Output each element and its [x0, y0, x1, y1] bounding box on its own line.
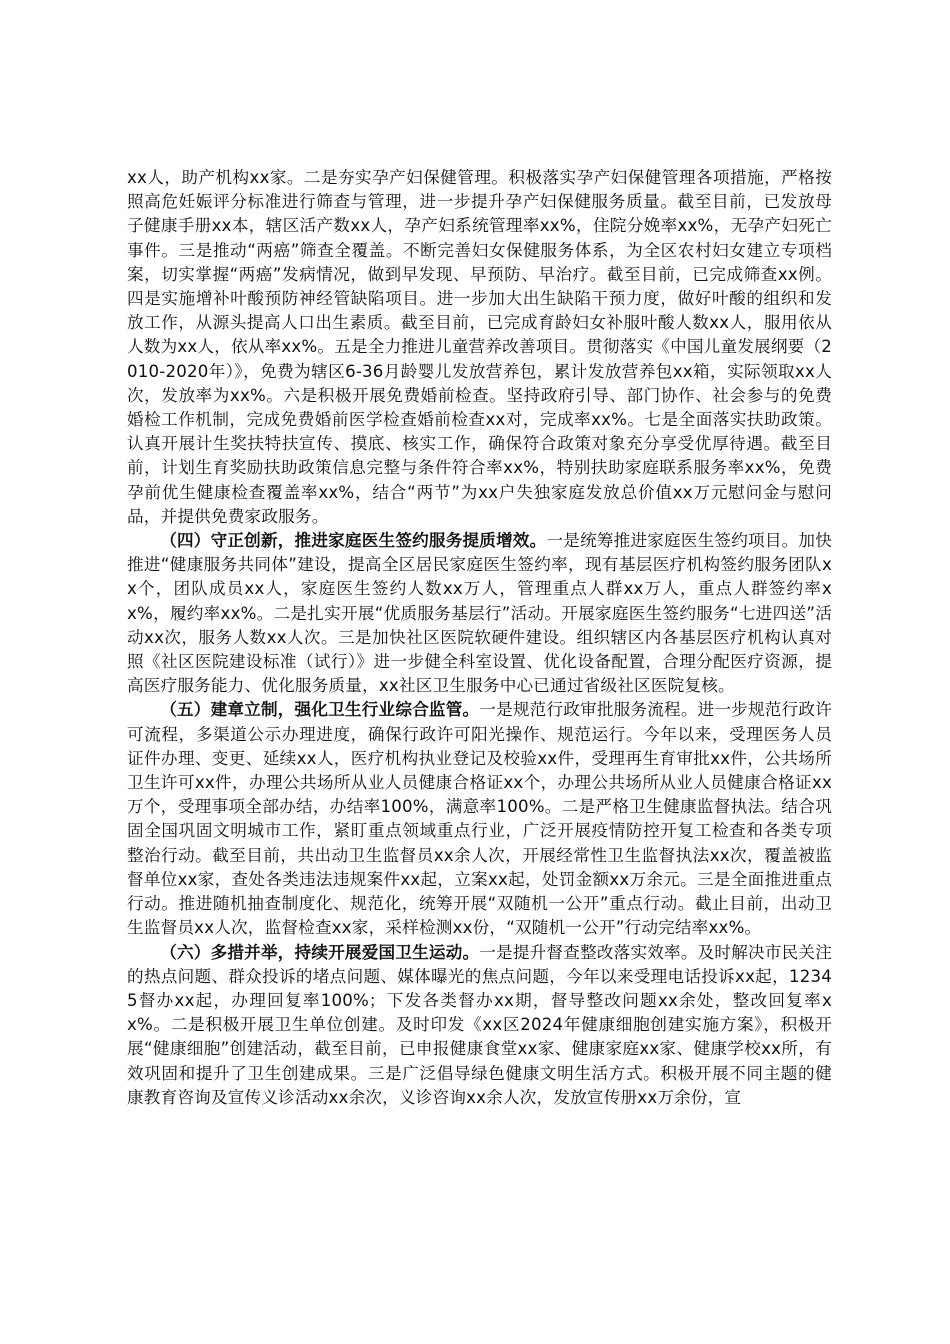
- paragraph-text: 一是规范行政审批服务流程。进一步规范行政许可流程，多渠道公示办理进度，确保行政许可阳光操作、规范运行。今年以来，受理医务人员证件办理、变更、延续xx人，医疗机构执业登记及校验xx件，受理再生育审批xx件，公共场所卫生许可xx件，办理公共场所从业人员健康合格证xx个，办理公共场所从业人员健康合格证xx万个，受理事项全部办结，办结率100%，满意率100%。二是严格卫生健康监督执法。结合巩固全国巩固文明城市工作，紧盯重点领域重点行业，广泛开展疫情防控开复工检查和各类专项整治行动。截至目前，共出动卫生监督员xx余人次，开展经常性卫生监督执法xx次，覆盖被监督单位xx家，查处各类违法违规案件xx起，立案xx起，处罚金额xx万余元。三是全面推进重点行动。推进随机抽查制度化、规范化，统筹开展“双随机一公开”重点行动。截止目前，出动卫生监督员xx人次，监督检查xx家，采样检测xx份，“双随机一公开”行动完结率xx%。: [127, 700, 832, 938]
- paragraph-maternal-health: [127, 166, 832, 529]
- section-heading: （六）多措并举，持续开展爱国卫生运动。: [160, 942, 480, 962]
- paragraph-text: 一是提升督查整改落实效率。及时解决市民关注的热点问题、群众投诉的堵点问题、媒体曝光的焦点问题，今年以来受理电话投诉xx起，12345督办xx起，办理回复率100%；下发各类督办xx期，督导整改问题xx余处，整改回复率xx%。二是积极开展卫生单位创建。及时印发《xx区2024年健康细胞创建实施方案》，积极开展“健康细胞”创建活动，截至目前，已申报健康食堂xx家、健康家庭xx家、健康学校xx所，有效巩固和提升了卫生创建成果。三是广泛倡导绿色健康文明生活方式。积极开展不同主题的健康教育咨询及宣传义诊活动xx余次，义诊咨询xx余人次，发放宣传册xx万余份，宣: [127, 942, 832, 1107]
- paragraph-family-doctor: [127, 529, 832, 698]
- section-heading: （五）建章立制，强化卫生行业综合监管。: [160, 700, 480, 720]
- paragraph-patriotic-health: [127, 941, 832, 1110]
- section-heading: （四）守正创新，推进家庭医生签约服务提质增效。: [160, 531, 547, 551]
- paragraph-text: xx人，助产机构xx家。二是夯实孕产妇保健管理。积极落实孕产妇保健管理各项措施，严格按照高危妊娠评分标准进行筛查与管理，进一步提升孕产妇保健服务质量。截至目前，已发放母子健康手册xx本，辖区活产数xx人，孕产妇系统管理率xx%，住院分娩率xx%，无孕产妇死亡事件。三是推动“两癌”筛查全覆盖。不断完善妇女保健服务体系，为全区农村妇女建立专项档案，切实掌握“两癌”发病情况，做到早发现、早预防、早治疗。截至目前，已完成筛查xx例。四是实施增补叶酸预防神经管缺陷项目。进一步加大出生缺陷干预力度，做好叶酸的组织和发放工作，从源头提高人口出生素质。截至目前，已完成育龄妇女补服叶酸人数xx人，服用依从人数为xx人，依从率xx%。五是全力推进儿童营养改善项目。贯彻落实《中国儿童发展纲要（2010-2020年）》，免费为辖区6-36月龄婴儿发放营养包，累计发放营养包xx箱，实际领取xx人次，发放率为xx%。六是积极开展免费婚前检查。坚持政府引导、部门协作、社会参与的免费婚检工作机制，完成免费婚前医学检查婚前检查xx对，完成率xx%。七是全面落实扶助政策。认真开展计生奖扶特扶宣传、摸底、核实工作，确保符合政策对象充分享受优厚待遇。截至目前，计划生育奖励扶助政策信息完整与条件符合率xx%，特别扶助家庭联系服务率xx%，免费孕前优生健康检查覆盖率xx%，结合“两节”为xx户失独家庭发放总价值xx万元慰问金与慰问品，并提供免费家政服务。: [127, 168, 832, 526]
- paragraph-supervision: [127, 698, 832, 940]
- document-page: [127, 166, 832, 1110]
- paragraph-text: 一是统筹推进家庭医生签约项目。加快推进“健康服务共同体”建设，提高全区居民家庭医生签约率，现有基层医疗机构签约服务团队xx个，团队成员xx人，家庭医生签约人数xx万人，管理重点人群xx万人，重点人群签约率xx%，履约率xx%。二是扎实开展“优质服务基层行”活动。开展家庭医生签约服务“七进四送”活动xx次，服务人数xx人次。三是加快社区医院软硬件建设。组织辖区内各基层医疗机构认真对照《社区医院建设标准（试行）》进一步健全科室设置、优化设备配置，合理分配医疗资源，提高医疗服务能力、优化服务质量，xx社区卫生服务中心已通过省级社区医院复核。: [127, 531, 832, 696]
